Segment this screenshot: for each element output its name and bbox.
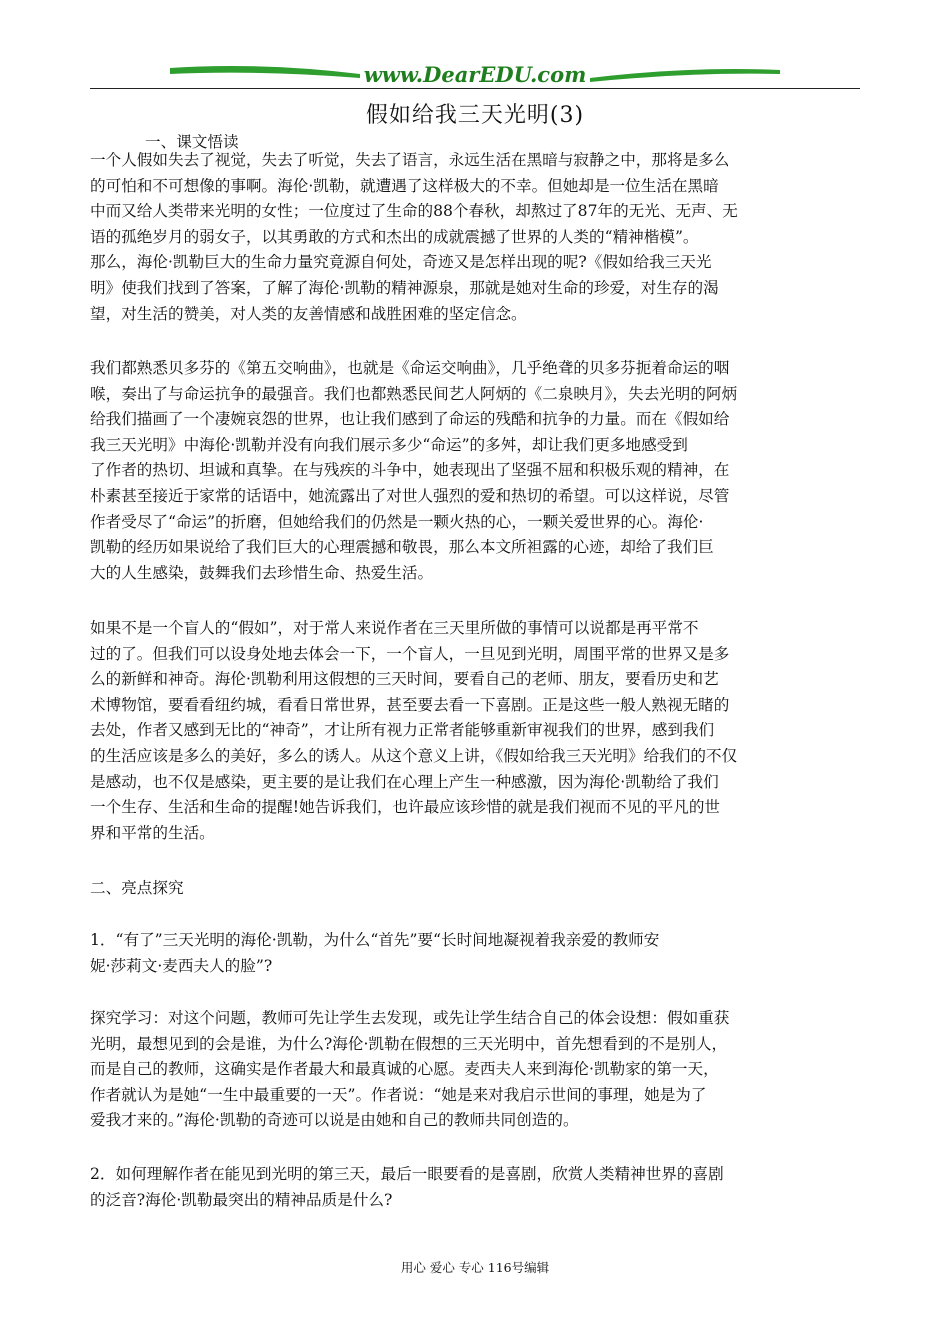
section-heading-2 [90,876,860,902]
text-line: 作者就认为是她“一生中最重要的一天”。作者说：“她是来对我启示世间的事理，她是为了 [90,1085,707,1104]
site-header-banner [170,60,780,90]
text-line: 我三天光明》中海伦·凯勒并没有向我们展示多少“命运”的多舛，却让我们更多地感受到 [90,435,688,454]
paragraph-3 [90,616,860,846]
header-rule [90,88,860,89]
text-line: 2．如何理解作者在能见到光明的第三天，最后一眼要看的是喜剧，欣赏人类精神世界的喜剧 [90,1165,724,1183]
text-line: 中而又给人类带来光明的女性；一位度过了生命的88个春秋，却熬过了87年的无光、无声、无 [90,202,738,221]
text-line: 爱我才来的。”海伦·凯勒的奇迹可以说是由她和自己的教师共同创造的。 [90,1111,579,1130]
text-line: 妮·莎莉文·麦西夫人的脸”? [90,956,273,975]
text-line: 凯勒的经历如果说给了我们巨大的心理震撼和敬畏，那么本文所袒露的心迹，却给了我们巨 [90,538,714,557]
text-line: 1．“有了”三天光明的海伦·凯勒，为什么“首先”要“长时间地凝视着我亲爱的教师安 [90,931,660,949]
question-1 [90,928,860,979]
text-line: 探究学习：对这个问题，教师可先让学生去发现，或先让学生结合自己的体会设想：假如重获 [90,1009,730,1027]
banner-swoosh-left [170,66,360,78]
text-line: 我们都熟悉贝多芬的《第五交响曲》，也就是《命运交响曲》，几乎绝聋的贝多芬扼着命运的咽 [90,359,730,377]
text-line: 过的了。但我们可以设身处地去体会一下，一个盲人，一旦见到光明，周围平常的世界又是多 [90,644,730,663]
text-line: 朴素甚至接近于家常的话语中，她流露出了对世人强烈的爱和热切的希望。可以这样说，尽管 [90,486,730,505]
banner-swoosh-right [590,69,780,82]
paragraph-2 [90,356,860,586]
text-line: 望，对生活的赞美，对人类的友善情感和战胜困难的坚定信念。 [90,304,527,323]
text-line: 明》使我们找到了答案，了解了海伦·凯勒的精神源泉，那就是她对生命的珍爱，对生存的渴 [90,278,719,297]
document-title: 假如给我三天光明(3) [365,103,585,128]
text-line: 语的孤绝岁月的弱女子，以其勇敢的方式和杰出的成就震撼了世界的人类的“精神楷模”。 [90,227,699,246]
answer-1 [90,1006,860,1134]
text-line: 么的新鲜和神奇。海伦·凯勒利用这假想的三天时间，要看自己的老师、朋友，要看历史和艺 [90,670,719,689]
question-2 [90,1162,860,1213]
text-line: 给我们描画了一个凄婉哀怨的世界，也让我们感到了命运的残酷和抗争的力量。而在《假如给 [90,410,730,429]
text-line: 喉，奏出了与命运抗争的最强音。我们也都熟悉民间艺人阿炳的《二泉映月》，失去光明的阿炳 [90,384,738,403]
text-line: 一个生存、生活和生命的提醒!她告诉我们，也许最应该珍惜的就是我们视而不见的平凡的世 [90,798,721,817]
text-line: 是感动，也不仅是感染，更主要的是让我们在心理上产生一种感激，因为海伦·凯勒给了我们 [90,772,719,791]
text-line: 如果不是一个盲人的“假如”，对于常人来说作者在三天里所做的事情可以说都是再平常不 [90,619,699,637]
text-line: 术博物馆，要看看纽约城，看看日常世界，甚至要去看一下喜剧。正是这些一般人熟视无睹的 [90,695,730,714]
text-line: 那么，海伦·凯勒巨大的生命力量究竟源自何处，奇迹又是怎样出现的呢?《假如给我三天光 [90,253,712,272]
text-line: 一个人假如失去了视觉，失去了听觉，失去了语言，永远生活在黑暗与寂静之中，那将是多么 [90,151,730,169]
text-line: 二、亮点探究 [90,879,184,897]
text-line: 了作者的热切、坦诚和真挚。在与残疾的斗争中，她表现出了坚强不屈和积极乐观的精神，在 [90,461,730,480]
text-line: 作者受尽了“命运”的折磨，但她给我们的仍然是一颗火热的心，一颗关爱世界的心。海伦· [90,512,704,531]
text-line: 的泛音?海伦·凯勒最突出的精神品质是什么? [90,1190,393,1209]
text-line: 光明，最想见到的会是谁，为什么?海伦·凯勒在假想的三天光明中，首先想看到的不是别人， [90,1034,728,1053]
site-url-logo: www.DearEDU.com [363,62,587,87]
text-line: 的生活应该是多么的美好，多么的诱人。从这个意义上讲，《假如给我三天光明》给我们的不仅 [90,746,738,765]
page-footer: 用心 爱心 专心 116号编辑 [400,1260,550,1275]
paragraph-1 [90,148,860,327]
text-line: 的可怕和不可想像的事啊。海伦·凯勒，就遭遇了这样极大的不幸。但她却是一位生活在黑暗 [90,176,719,195]
text-line: 去处，作者又感到无比的“神奇”，才让所有视力正常者能够重新审视我们的世界，感到我们 [90,721,715,740]
text-line: 界和平常的生活。 [90,823,215,842]
section-heading-1: 一、课文悟读 [145,133,239,151]
text-line: 大的人生感染，鼓舞我们去珍惜生命、热爱生活。 [90,563,434,582]
text-line: 而是自己的教师，这确实是作者最大和最真诚的心愿。麦西夫人来到海伦·凯勒家的第一天， [90,1060,719,1079]
